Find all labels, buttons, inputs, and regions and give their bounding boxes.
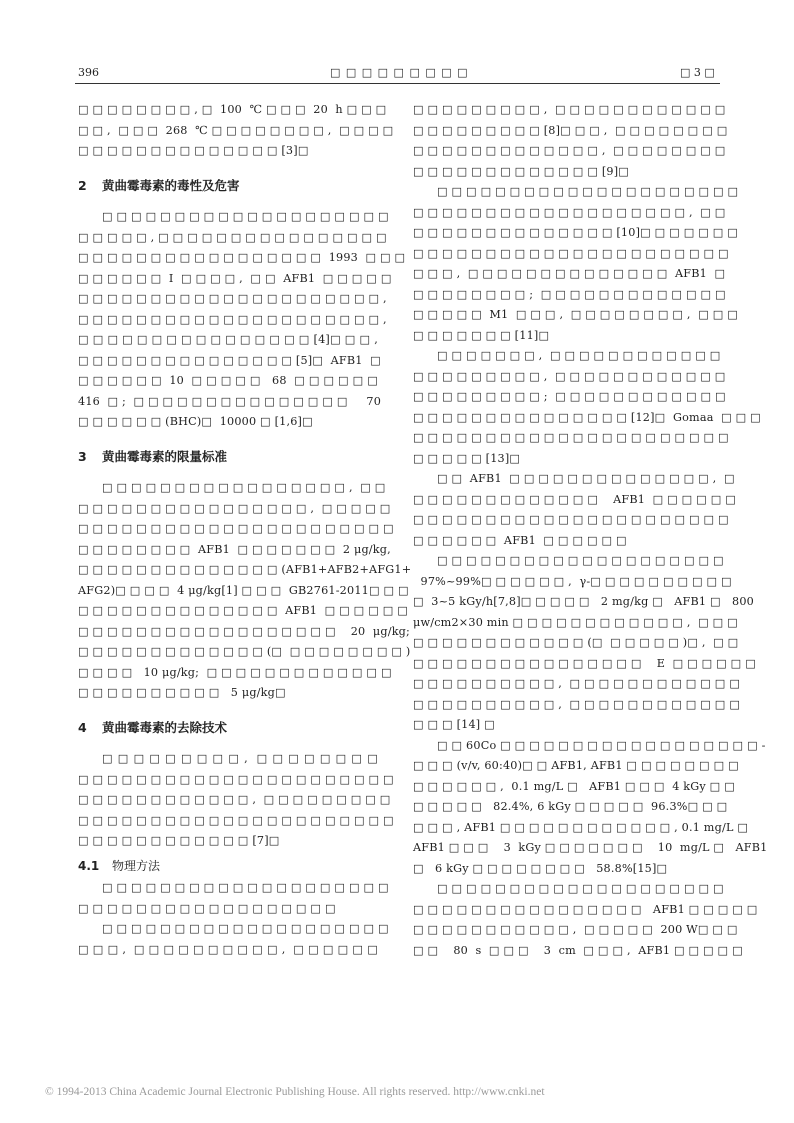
text-line: □ □ □ □ □ □ □ □ □ , □ □ □ □ □ □ □ □ □ □ □ □ <box>413 369 726 383</box>
text-line: AFB1 □ □ □ 3 kGy □ □ □ □ □ □ □ 10 mg/L □ AFB1 <box>413 841 768 854</box>
text-line: □ □ □ □ □ □ □ □ □ ; □ □ □ □ □ □ □ □ □ □ □ □ <box>413 390 726 403</box>
text-line: □ □ □ □ □ □ □ □ AFB1 □ □ □ □ □ □ □ 2 μg/kg, <box>78 542 391 556</box>
text-line: □ □ □ □ 10 μg/kg; □ □ □ □ □ □ □ □ □ □ □ □ □ <box>78 665 392 679</box>
header-rule <box>75 83 720 84</box>
text-line: □ □ □ (v/v, 60:40)□ □ AFB1, AFB1 □ □ □ □ □ □ □ □ <box>413 759 739 772</box>
text-line: □ □ □ □ □ □ □ □ □ □ □ □ □ □ □ □ [4]□ □ □ , <box>78 333 378 346</box>
heading-number: 4.1 <box>78 858 100 873</box>
text-line: □ □ □ □ □ □ □ □ □ □ □ □ □ □ □ □ □ □ □ □ □ □ <box>78 522 394 535</box>
page-number: 396 <box>78 66 99 79</box>
text-line: □ □ □ □ □ □ □ □ □ □ □ □ □ □ □ □ □ □ □ , □ □ <box>413 205 726 219</box>
text-line: □ □ □ □ □ □ AFB1 □ □ □ □ □ □ <box>413 533 627 547</box>
text-line: □ □ □ □ □ □ □ □ □ □ 5 μg/kg□ <box>78 686 286 699</box>
text-line: □ □ □ □ □ □ □ □ □ □ □ □ (□ □ □ □ □ □ )□ , □ □ <box>413 636 739 649</box>
left-column <box>78 100 412 960</box>
text-line: □ □ □ □ □ □ □ □ □ □ □ □ □ □ □ □ □ □ <box>78 901 336 915</box>
section-heading <box>78 447 378 468</box>
text-line: □ □ □ □ □ □ □ □ □ □ □ □ □ □ □ □ □ 1993 □ □ □ <box>78 251 406 264</box>
text-line: □ □ □ □ □ □ □ □ □ □ , □ □ □ □ □ □ □ □ □ □ □ □ <box>413 697 741 711</box>
text-line: □ □ □ □ □ □ □ □ □ [8]□ □ □ , □ □ □ □ □ □ □ □ <box>413 123 728 137</box>
text-line: □ □ □ , □ □ □ □ □ □ □ □ □ □ □ □ □ □ AFB1 □ <box>413 267 726 280</box>
text-line: □ □ □ , AFB1 □ □ □ □ □ □ □ □ □ □ □ □ , 0.1 mg/L □ <box>413 820 749 834</box>
text-line: □ □ □ □ □ [13]□ <box>413 451 521 465</box>
text-line: □ □ □ □ □ □ □ □ □ □ □ □ , □ □ □ □ □ □ □ □ □ <box>78 793 391 806</box>
text-line: □ □ □ □ □ □ □ □ □ , □ □ □ □ □ □ □ □ □ □ □ □ <box>413 103 726 116</box>
heading-text: 物理方法 <box>112 858 161 873</box>
heading-text: 黄曲霉毒素的去除技术 <box>102 719 228 735</box>
text-line: □ 6 kGy □ □ □ □ □ □ □ □ 58.8%[15]□ <box>413 861 668 875</box>
text-line: □ □ □ □ □ □ , 0.1 mg/L □ AFB1 □ □ □ 4 kGy □ □ <box>413 779 735 793</box>
right-column <box>413 100 768 961</box>
text-line: □ □ 60Co □ □ □ □ □ □ □ □ □ □ □ □ □ □ □ □ □ □ - <box>437 738 766 752</box>
heading-text: 黄曲霉毒素的毒性及危害 <box>102 177 240 193</box>
text-line: □ □ □ □ □ □ I □ □ □ □ , □ □ AFB1 □ □ □ □ □ <box>78 271 392 285</box>
text-line: □ □ □ □ □ □ □ □ □ □ □ □ □ AFB1 □ □ □ □ □ □ <box>413 492 737 506</box>
text-line: □ □ □ □ □ □ □ □ □ □ □ □ □ □ □ □ □ □ □ □ □ □ <box>413 246 729 260</box>
text-line: □ □ □ □ □ □ 10 □ □ □ □ □ 68 □ □ □ □ □ □ <box>78 374 378 387</box>
text-line: □ □ □ □ □ □ □ □ □ □ □ □ [7]□ <box>78 834 280 847</box>
text-line: □ □ □ □ □ □ □ □ □ □ □ □ □ [9]□ <box>413 164 630 178</box>
text-line: 416 □ ; □ □ □ □ □ □ □ □ □ □ □ □ □ □ □ 70 <box>78 394 382 408</box>
text-line: μw/cm2×30 min □ □ □ □ □ □ □ □ □ □ □ □ , □ □ □ <box>413 615 738 629</box>
heading-number: 4 <box>78 719 87 735</box>
text-line: □ □ □ □ □ □ □ □ □ □ □ □ □ □ □ □ □ □ □ □ □ <box>437 185 739 198</box>
text-line: □ □ □ □ □ □ □ □ □ □ □ □ □ □ AFB1 □ □ □ □ □ □ <box>78 604 409 617</box>
subsection-heading <box>78 856 378 877</box>
text-line: □ □ □ □ □ □ □ □ □ □ □ □ □ □ □ □ E □ □ □ □ □ □ <box>413 656 756 670</box>
text-line: □ □ □ □ □ □ □ □ □ □ □ □ □ □ □ □ □ □ □ □ □ □ <box>78 813 394 827</box>
text-line: □ □ □ □ □ □ □ □ □ □ □ □ □ □ [3]□ <box>78 144 309 157</box>
text-line: □ □ □ □ □ □ □ □ □ □ □ □ □ □ □ □ □ □ □ □ <box>437 554 724 567</box>
text-line: □ □ □ □ □ □ □ □ □ □ □ □ □ □ □ □ □ □ □ □ <box>102 210 389 223</box>
text-line: □ 3~5 kGy/h[7,8]□ □ □ □ □ 2 mg/kg □ AFB1 □ 800 <box>413 595 755 608</box>
text-line: □ □ □ □ □ □ □ □ □ □ □ □ □ (□ □ □ □ □ □ □ □ □ ) <box>78 645 411 658</box>
text-line: □ □ AFB1 □ □ □ □ □ □ □ □ □ □ □ □ □ □ , □ <box>437 472 735 485</box>
issue-number: □ 3 □ <box>680 66 715 79</box>
text-line: □ □ □ □ □ □ □ □ □ □ □ □ □ □ □ □ □ □ □ □ □ , <box>78 292 387 305</box>
text-line: □ □ □ □ □ □ □ □ □ □ □ □ □ □ □ □ AFB1 □ □ □ □ □ <box>413 902 758 916</box>
text-line: □ □ □ □ □ □ □ □ □ □ □ □ □ □ □ □ □ □ □ □ <box>102 922 389 935</box>
text-line: □ □ □ □ □ 82.4%, 6 kGy □ □ □ □ □ 96.3%□ □ □ <box>413 800 728 813</box>
copyright-footer: © 1994-2013 China Academic Journal Electronic Publishing House. All rights reserved. http://www.cnki.net <box>45 1086 545 1098</box>
text-line: □ □ □ □ □ □ □ , □ □ □ □ □ □ □ □ □ □ □ □ <box>437 349 721 362</box>
text-line: □ □ □ □ □ □ □ □ □ □ □ □ □ □ □ □ □ , □ □ <box>102 481 386 494</box>
text-line: □ □ □ □ □ □ □ □ , □ 100 ℃ □ □ □ 20 h □ □ □ <box>78 103 387 116</box>
text-line: □ □ □ , □ □ □ □ □ □ □ □ □ □ , □ □ □ □ □ □ <box>78 942 378 956</box>
text-line: □ □ □ □ □ □ □ □ □ □ □ □ □ □ □ □ □ □ 20 μg/kg; <box>78 624 411 638</box>
text-line: □ □ □ □ □ □ □ □ □ □ □ □ □ □ □ [12]□ Gomaa □ □ □ <box>413 410 761 424</box>
text-line: □ □ □ □ □ □ □ □ □ □ □ □ □ □ □ □ , □ □ □ □ □ <box>78 501 391 515</box>
text-line: □ □ □ □ □ □ □ □ □ □ , □ □ □ □ □ □ □ □ □ □ □ □ <box>413 677 741 690</box>
text-line: □ □ □ □ □ □ □ □ ; □ □ □ □ □ □ □ □ □ □ □ □ □ <box>413 287 726 301</box>
heading-number: 2 <box>78 177 87 193</box>
text-line: □ □ □ □ □ □ □ □ □ □ □ , □ □ □ □ □ 200 W□ □ □ <box>413 923 738 936</box>
text-line: □ □ □ □ □ □ □ □ □ □ □ □ □ □ □ □ □ □ □ □ □ □ <box>413 513 729 526</box>
heading-text: 黄曲霉毒素的限量标准 <box>102 448 228 464</box>
text-line: □ □ □ □ □ □ □ □ □ □ □ □ □ □ □ □ □ □ □ □ □ □ <box>413 431 729 444</box>
section-heading <box>78 176 378 197</box>
journal-title: □ □ □ □ □ □ □ □ □ <box>330 66 469 79</box>
text-line: 97%~99%□ □ □ □ □ □ , γ-□ □ □ □ □ □ □ □ □ □ <box>413 574 732 588</box>
section-heading <box>78 718 378 739</box>
text-line: □ □ 80 s □ □ □ 3 cm □ □ □ , AFB1 □ □ □ □ □ <box>413 943 743 957</box>
text-line: □ □ □ [14] □ <box>413 718 495 731</box>
text-line: □ □ □ □ □ □ (BHC)□ 10000 □ [1,6]□ <box>78 415 313 428</box>
text-line: □ □ □ □ □ □ □ □ □ □ □ □ □ , □ □ □ □ □ □ □ □ <box>413 144 726 157</box>
text-line: □ □ □ □ □ □ □ □ □ □ □ □ □ □ □ □ □ □ □ □ □ , <box>78 312 387 326</box>
text-line: □ □ □ □ □ □ □ □ □ □ □ □ □ □ (AFB1+AFB2+AFG1+ <box>78 563 412 576</box>
text-line: □ □ □ □ □ M1 □ □ □ , □ □ □ □ □ □ □ □ , □ □ □ <box>413 308 739 321</box>
text-line: □ □ □ □ □ □ □ □ □ , □ □ □ □ □ □ □ □ <box>102 752 378 765</box>
text-line: □ □ □ □ □ , □ □ □ □ □ □ □ □ □ □ □ □ □ □ □ □ <box>78 230 387 244</box>
text-line: □ □ □ □ □ □ □ □ □ □ □ □ □ □ [10]□ □ □ □ □ □ □ <box>413 226 739 239</box>
text-line: □ □ □ □ □ □ □ □ □ □ □ □ □ □ □ [5]□ AFB1 □ <box>78 353 381 367</box>
text-line: □ □ □ □ □ □ □ [11]□ <box>413 328 550 342</box>
text-line: □ □ □ □ □ □ □ □ □ □ □ □ □ □ □ □ □ □ □ □ □ □ <box>78 772 394 786</box>
text-line: □ □ □ □ □ □ □ □ □ □ □ □ □ □ □ □ □ □ □ □ <box>437 882 724 895</box>
text-line: □ □ □ □ □ □ □ □ □ □ □ □ □ □ □ □ □ □ □ □ <box>102 881 389 894</box>
heading-number: 3 <box>78 448 87 464</box>
text-line: □ □ , □ □ □ 268 ℃ □ □ □ □ □ □ □ □ , □ □ □ □ <box>78 123 394 137</box>
text-line: AFG2)□ □ □ □ 4 μg/kg[1] □ □ □ GB2761-2011□ □ □ <box>78 583 409 597</box>
